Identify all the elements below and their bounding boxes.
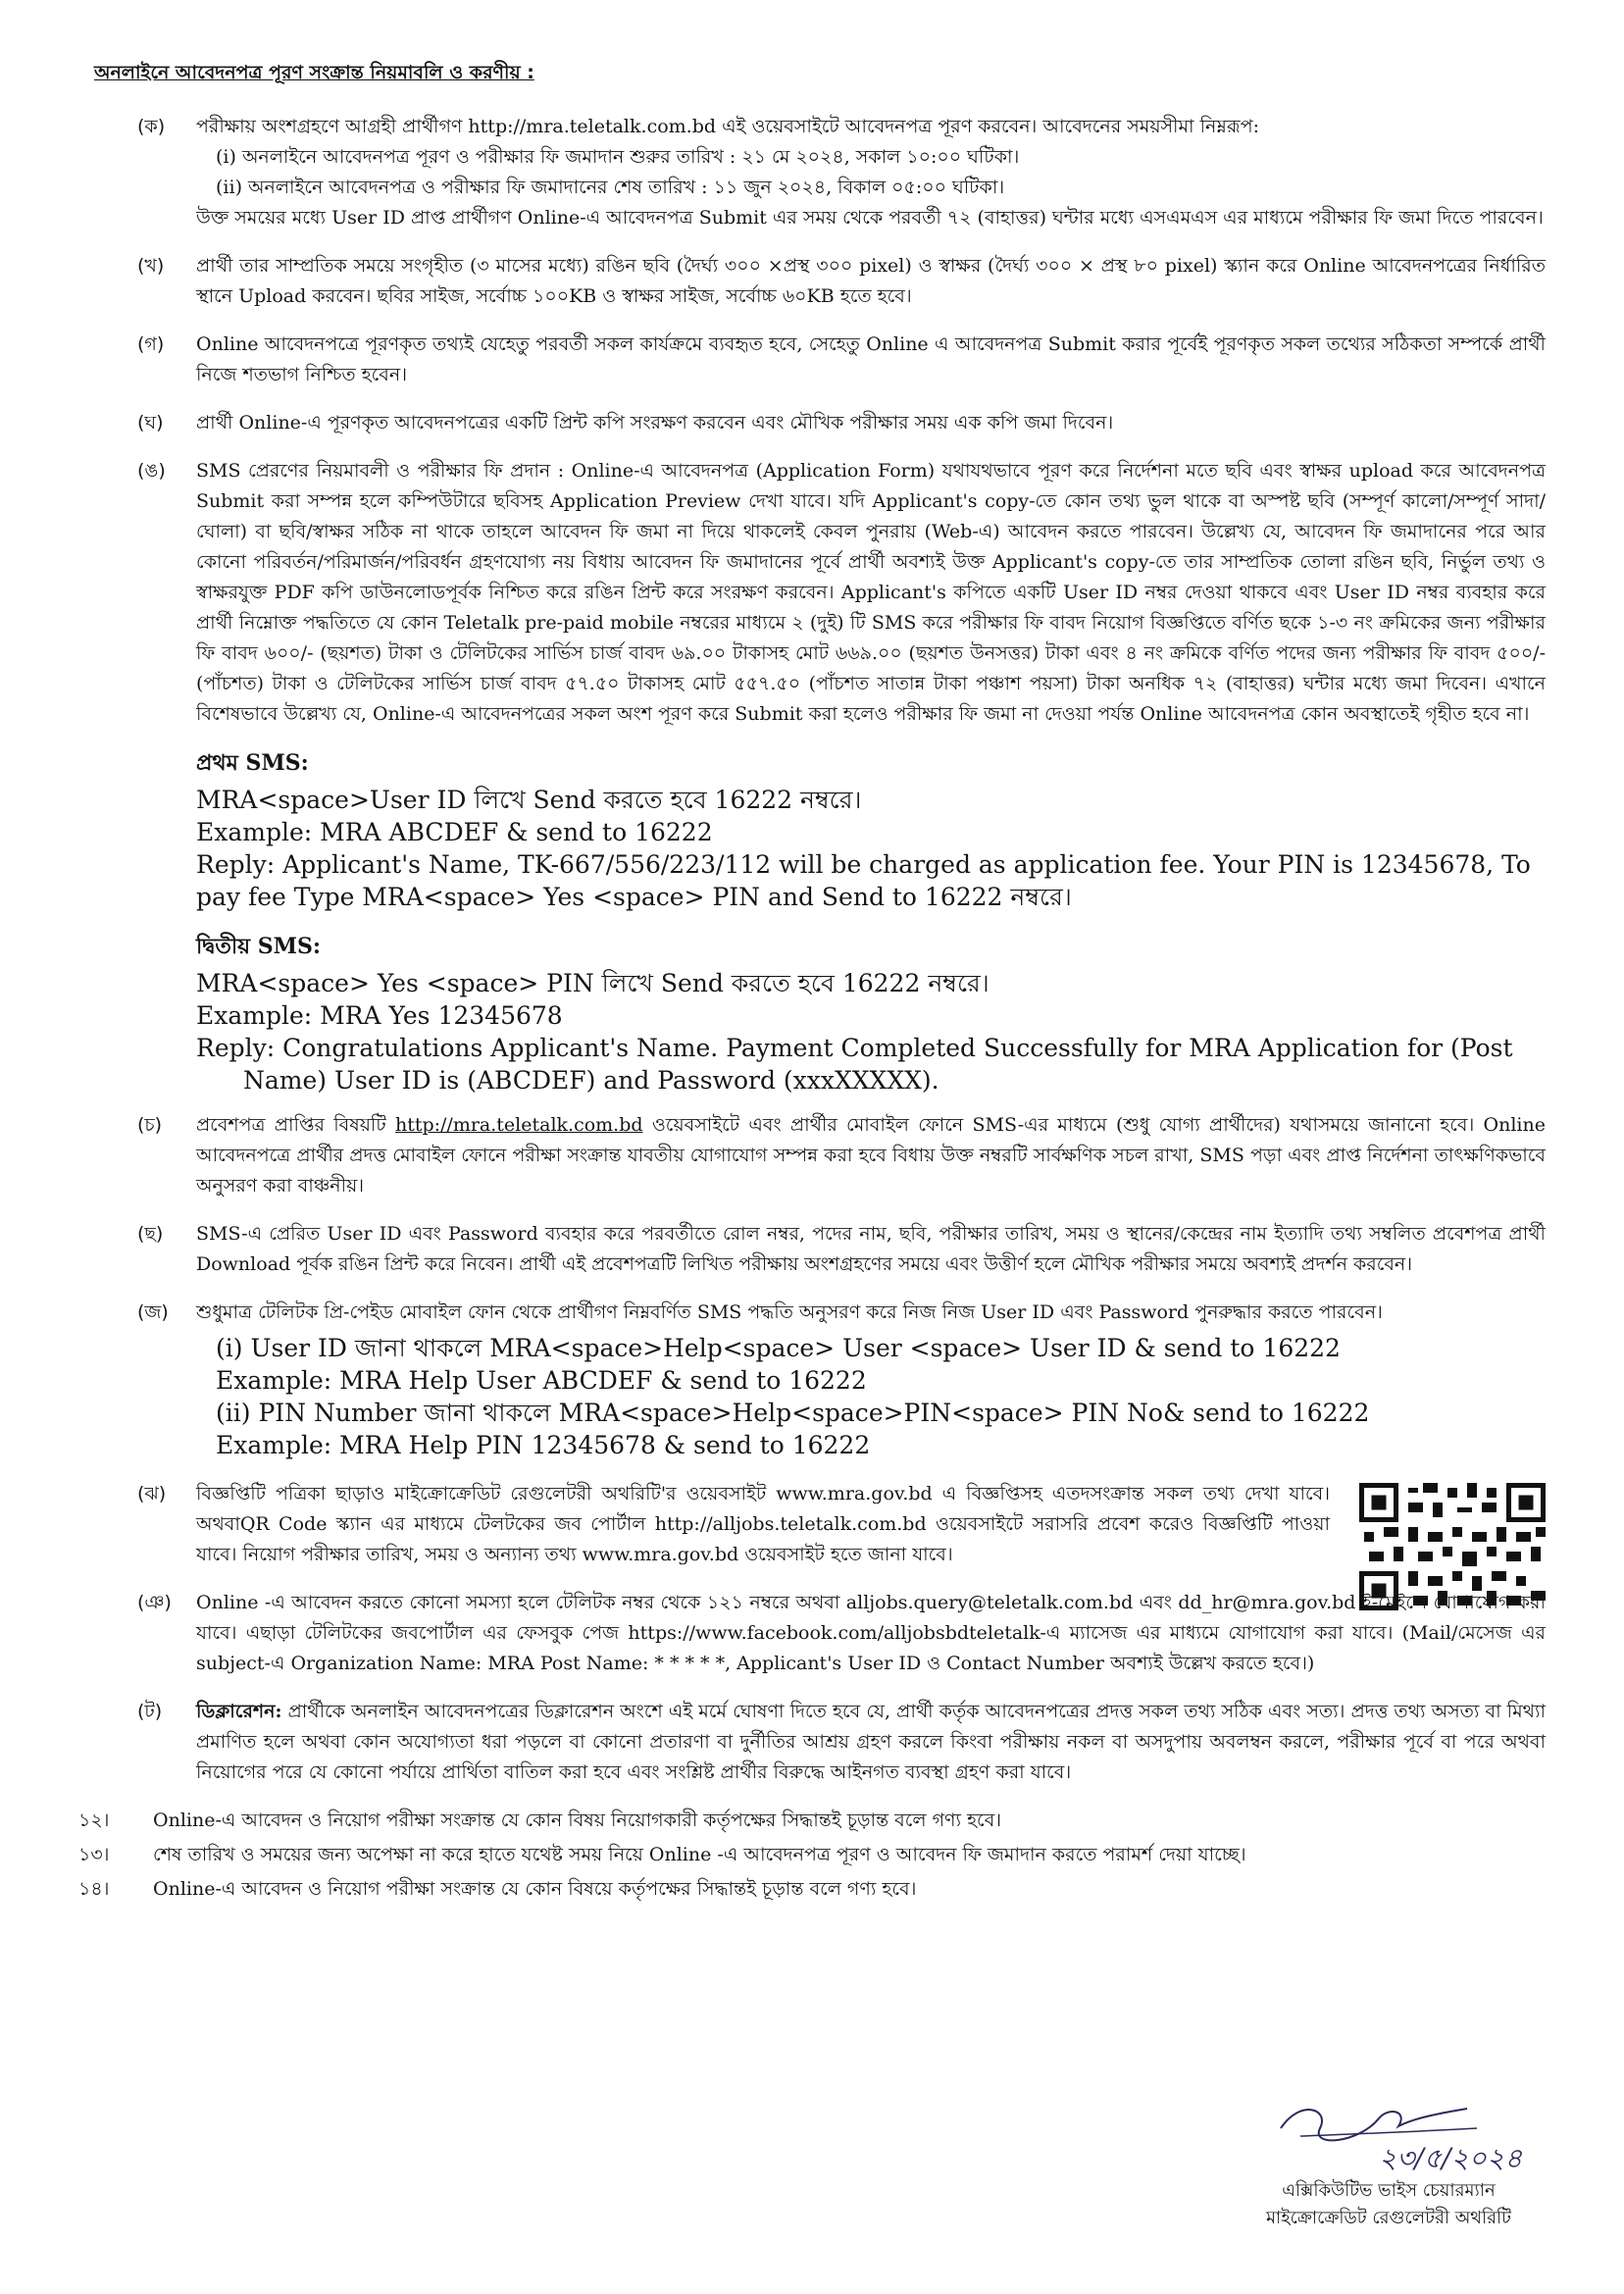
recovery-user-id-example: Example: MRA Help User ABCDEF & send to 16222	[216, 1366, 867, 1395]
item-text: শেষ তারিখ ও সময়ের জন্য অপেক্ষা না করে হাতে যথেষ্ট সময় নিয়ে Online -এ আবেদনপত্র পূরণ ও আবেদন ফি জমাদান করতে পরামর্শ দেয়া যাচ্ছে।	[153, 1844, 1246, 1865]
handwritten-signature	[1242, 2089, 1536, 2177]
first-sms-reply: Reply: Applicant's Name, TK-667/556/223/112 will be charged as application fee. Your PIN is 12345678, To pay fee Type MRA<space> Yes <space> PIN and Send to 16222 নম্বরে।	[196, 850, 1531, 911]
item-text	[196, 1110, 1546, 1201]
item-gha	[78, 408, 1546, 438]
item-marker: (ট)	[137, 1701, 163, 1722]
item-marker: (ছ)	[137, 1223, 164, 1245]
item-sub-1: (i) অনলাইনে আবেদনপত্র পূরণ ও পরীক্ষার ফি জমাদান শুরুর তারিখ : ২১ মে ২০২৪, সকাল ১০:০০ ঘটিকা।	[216, 146, 1020, 168]
item-text: Online আবেদনপত্রে পূরণকৃত তথ্যই যেহেতু পরবর্তী সকল কার্যক্রমে ব্যবহৃত হবে, সেহেতু Online এ আবেদনপত্র Submit করার পূর্বেই পূরণকৃত সকল তথ্যের সঠিকতা সম্পর্কে প্রার্থী নিজে শতভাগ নিশ্চিত হবেন।	[196, 333, 1546, 385]
item-marker: (ঘ)	[137, 412, 164, 433]
section-heading: অনলাইনে আবেদনপত্র পূরণ সংক্রান্ত নিয়মাবলি ও করণীয় :	[94, 62, 534, 83]
item-ta	[78, 1697, 1546, 1788]
item-marker: (ঞ)	[137, 1592, 172, 1613]
recovery-user-id: (i) User ID জানা থাকলে MRA<space>Help<space> User <space> User ID & send to 16222	[216, 1334, 1341, 1362]
numbered-item-14	[78, 1874, 1546, 1905]
item-text: প্রার্থী Online-এ পূরণকৃত আবেদনপত্রের একটি প্রিন্ট কপি সংরক্ষণ করবেন এবং মৌখিক পরীক্ষার সময় এক কপি জমা দিবেন।	[196, 412, 1114, 433]
item-uma	[78, 456, 1546, 730]
recovery-pin: (ii) PIN Number জানা থাকলে MRA<space>Help<space>PIN<space> PIN No& send to 16222	[216, 1399, 1370, 1427]
first-sms-block	[78, 747, 1546, 913]
item-chha	[78, 1219, 1546, 1280]
signature-block	[1232, 2089, 1546, 2232]
item-sub-3: উক্ত সময়ের মধ্যে User ID প্রাপ্ত প্রার্থীগণ Online-এ আবেদনপত্র Submit এর সময় থেকে পরবর্তী ৭২ (বাহাত্তর) ঘন্টার মধ্যে এসএমএস এর মাধ্যমে পরীক্ষার ফি জমা দিতে পারবেন।	[196, 207, 1544, 229]
declaration-label: ডিক্লারেশন:	[196, 1701, 282, 1722]
recovery-sms-block	[196, 1332, 1546, 1461]
admit-card-link[interactable]: http://mra.teletalk.com.bd	[394, 1114, 643, 1136]
item-kha	[78, 251, 1546, 312]
item-marker: (জ)	[137, 1301, 169, 1323]
item-marker: (গ)	[137, 333, 165, 355]
item-text: বিজ্ঞপ্তিটি পত্রিকা ছাড়াও মাইক্রোক্রেডিট রেগুলেটরী অথরিটি'র ওয়েবসাইট www.mra.gov.bd এ বিজ্ঞপ্তিসহ এতদসংক্রান্ত সকল তথ্য দেখা যাবে। অথবাQR Code স্ক্যান এর মাধ্যমে টেলটকের জব পোর্টাল http://alljobs.teletalk.com.bd ওয়েবসাইটে সরাসরি প্রবেশ করেও বিজ্ঞপ্তিটি পাওয়া যাবে। নিয়োগ পরীক্ষার তারিখ, সময় ও অন্যান্য তথ্য www.mra.gov.bd ওয়েবসাইট হতে জানা যাবে।	[196, 1483, 1330, 1565]
item-text	[196, 1697, 1546, 1788]
second-sms-title: দ্বিতীয় SMS:	[196, 934, 322, 959]
item-text-post: ওয়েবসাইটে এবং প্রার্থীর মোবাইল ফোনে SMS-এর মাধ্যমে (শুধু যোগ্য প্রার্থীদের) যথাসময়ে জানানো হবে। Online আবেদনপত্রে প্রার্থীর প্রদত্ত মোবাইল ফোনে পরীক্ষা সংক্রান্ত যাবতীয় যোগাযোগ সম্পন্ন করা হবে বিধায় উক্ত নম্বরটি সার্বক্ষণিক সচল রাখা, SMS পড়া এবং প্রাপ্ত নির্দেশনা তাৎক্ষণিকভাবে অনুসরণ করা বাঞ্চনীয়।	[196, 1114, 1546, 1197]
item-text: Online-এ আবেদন ও নিয়োগ পরীক্ষা সংক্রান্ত যে কোন বিষয়ে কর্তৃপক্ষের সিদ্ধান্তই চূড়ান্ত বলে গণ্য হবে।	[153, 1878, 917, 1900]
first-sms-title: প্রথম SMS:	[196, 750, 309, 776]
second-sms-reply: Reply: Congratulations Applicant's Name. Payment Completed Successfully for MRA Application for (Post Name) User ID is (ABCDEF) and Password (xxxXXXXX).	[196, 1034, 1513, 1095]
item-text: প্রার্থী তার সাম্প্রতিক সময়ে সংগৃহীত (৩ মাসের মধ্যে) রঙিন ছবি (দৈর্ঘ্য ৩০০ ×প্রস্থ ৩০০ pixel) ও স্বাক্ষর (দৈর্ঘ্য ৩০০ × প্রস্থ ৮০ pixel) স্ক্যান করে Online আবেদনপত্রের নির্ধারিত স্থানে Upload করবেন। ছবির সাইজ, সর্বোচ্চ ১০০KB ও স্বাক্ষর সাইজ, সর্বোচ্চ ৬০KB হতে হবে।	[196, 255, 1546, 307]
first-sms-format: MRA<space>User ID লিখে Send করতে হবে 16222 নম্বরে।	[196, 786, 862, 814]
item-text: Online -এ আবেদন করতে কোনো সমস্যা হলে টেলিটক নম্বর থেকে ১২১ নম্বরে অথবা alljobs.query@teletalk.com.bd এবং dd_hr@mra.gov.bd ই-মেইলে যোগাযোগ করা যাবে। এছাড়া টেলিটকের জবপোর্টাল এর ফেসবুক পেজ https://www.facebook.com/alljobsbdteletalk-এ ম্যাসেজ এর মাধ্যমে যোগাযোগ করা যাবে। (Mail/মেসেজ এর subject-এ Organization Name: MRA Post Name: * * * * *, Applicant's User ID ও Contact Number অবশ্যই উল্লেখ করতে হবে।)	[196, 1592, 1546, 1674]
item-text: পরীক্ষায় অংশগ্রহণে আগ্রহী প্রার্থীগণ http://mra.teletalk.com.bd এই ওয়েবসাইটে আবেদনপত্র পূরণ করবেন। আবেদনের সময়সীমা নিম্নরূপ:	[196, 116, 1260, 137]
item-text: Online-এ আবেদন ও নিয়োগ পরীক্ষা সংক্রান্ত যে কোন বিষয় নিয়োগকারী কর্তৃপক্ষের সিদ্ধান্তই চূড়ান্ত বলে গণ্য হবে।	[153, 1810, 1002, 1831]
declaration-text: প্রার্থীকে অনলাইন আবেদনপত্রের ডিক্লারেশন অংশে এই মর্মে ঘোষণা দিতে হবে যে, প্রার্থী কর্তৃক আবেদনপত্রের প্রদত্ত সকল তথ্য সঠিক এবং সত্য। প্রদত্ত তথ্য অসত্য বা মিথ্যা প্রমাণিত হলে অথবা কোন অযোগ্যতা ধরা পড়লে বা কোনো প্রতারণা বা দুর্নীতির আশ্রয় গ্রহণ করলে কিংবা পরীক্ষায় নকল বা অসদুপায় অবলম্বন করলে, পরীক্ষার পূর্বে বা পরে অথবা নিয়োগের পরে যে কোনো পর্যায়ে প্রার্থিতা বাতিল করা হবে এবং সংশ্লিষ্ট প্রার্থীর বিরুদ্ধে আইনগত ব্যবস্থা গ্রহণ করা যাবে।	[196, 1701, 1546, 1783]
item-text: SMS-এ প্রেরিত User ID এবং Password ব্যবহার করে পরবর্তীতে রোল নম্বর, পদের নাম, ছবি, পরীক্ষার তারিখ, সময় ও স্থানের/কেন্দ্রের নাম ইত্যাদি তথ্য সম্বলিত প্রবেশপত্র প্রার্থী Download পূর্বক রঙিন প্রিন্ট করে নিবেন। প্রার্থী এই প্রবেশপত্রটি লিখিত পরীক্ষায় অংশগ্রহণের সময়ে এবং উত্তীর্ণ হলে মৌখিক পরীক্ষার সময়ে অবশ্যই প্রদর্শন করবেন।	[196, 1223, 1546, 1275]
recovery-pin-example: Example: MRA Help PIN 12345678 & send to 16222	[216, 1431, 871, 1459]
item-marker: (ঝ)	[137, 1483, 167, 1504]
item-cha	[78, 1110, 1546, 1201]
item-text: শুধুমাত্র টেলিটক প্রি-পেইড মোবাইল ফোন থেকে প্রার্থীগণ নিম্নবর্ণিত SMS পদ্ধতি অনুসরণ করে নিজ নিজ User ID এবং Password পুনরুদ্ধার করতে পারবেন।	[196, 1301, 1383, 1323]
item-marker: ১২।	[78, 1810, 110, 1831]
second-sms-format: MRA<space> Yes <space> PIN লিখে Send করতে হবে 16222 নম্বরে।	[196, 969, 990, 997]
item-jha	[78, 1479, 1546, 1570]
second-sms-block	[78, 931, 1546, 1096]
item-marker: (ঙ)	[137, 460, 166, 482]
signatory-title: এক্সিকিউটিভ ভাইস চেয়ারম্যান	[1282, 2180, 1496, 2201]
item-ja	[78, 1298, 1546, 1461]
item-marker: ১৩।	[78, 1844, 110, 1865]
numbered-item-12	[78, 1806, 1546, 1836]
item-marker: ১৪।	[78, 1878, 110, 1900]
item-text: SMS প্রেরণের নিয়মাবলী ও পরীক্ষার ফি প্রদান : Online-এ আবেদনপত্র (Application Form) যথাযথভাবে পূরণ করে নির্দেশনা মতে ছবি এবং স্বাক্ষর upload করে আবেদনপত্র Submit করা সম্পন্ন হলে কম্পিউটারে ছবিসহ Application Preview দেখা যাবে। যদি Applicant's copy-তে কোন তথ্য ভুল থাকে বা অস্পষ্ট ছবি (সম্পূর্ণ কালো/সম্পূর্ণ সাদা/ঘোলা) বা ছবি/স্বাক্ষর সঠিক না থাকে তাহলে আবেদন ফি জমা না দিয়ে থাকলেই কেবল পুনরায় (Web-এ) আবেদন করতে পারবেন। উল্লেখ্য যে, আবেদন ফি জমাদানের পরে আর কোনো পরিবর্তন/পরিমার্জন/পরিবর্ধন গ্রহণযোগ্য নয় বিধায় আবেদন ফি জমাদানের পূর্বে প্রার্থী অবশ্যই উক্ত Applicant's copy-তে তার সাম্প্রতিক তোলা রঙিন ছবি, নির্ভুল তথ্য ও স্বাক্ষরযুক্ত PDF কপি ডাউনলোডপূর্বক নিশ্চিত করে রঙিন প্রিন্ট করে সংরক্ষণ করবেন। Applicant's কপিতে একটি User ID নম্বর দেওয়া থাকবে এবং User ID নম্বর ব্যবহার করে প্রার্থী নিম্নোক্ত পদ্ধতিতে যে কোন Teletalk pre-paid mobile নম্বরের মাধ্যমে ২ (দুই) টি SMS করে পরীক্ষার ফি বাবদ নিয়োগ বিজ্ঞপ্তিতে বর্ণিত ছকে ১-৩ নং ক্রমিকের জন্য পরীক্ষার ফি বাবদ ৬০০/- (ছয়শত) টাকা ও টেলিটকের সার্ভিস চার্জ বাবদ ৬৯.০০ টাকাসহ মোট ৬৬৯.০০ (ছয়শত উনসত্তর) টাকা এবং ৪ নং ক্রমিকে বর্ণিত পদের জন্য পরীক্ষার ফি বাবদ ৫০০/- (পাঁচশত) টাকা ও টেলিটকের সার্ভিস চার্জ বাবদ ৫৭.৫০ টাকাসহ মোট ৫৫৭.৫০ (পাঁচশত সাতান্ন টাকা পঞ্চাশ পয়সা) টাকা অনধিক ৭২ (বাহাত্তর) ঘন্টার মধ্যে জমা দিবেন। এখানে বিশেষভাবে উল্লেখ্য যে, Online-এ আবেদনপত্রের সকল অংশ পূরণ করে Submit করা হলেও পরীক্ষার ফি জমা না দেওয়া পর্যন্ত Online আবেদনপত্র কোন অবস্থাতেই গৃহীত হবে না।	[196, 460, 1546, 725]
numbered-item-13	[78, 1840, 1546, 1870]
item-text-pre: প্রবেশপত্র প্রাপ্তির বিষয়টি	[196, 1114, 395, 1136]
item-ga	[78, 330, 1546, 390]
item-marker: (ক)	[137, 116, 166, 137]
item-sub-2: (ii) অনলাইনে আবেদনপত্র ও পরীক্ষার ফি জমাদানের শেষ তারিখ : ১১ জুন ২০২৪, বিকাল ০৫:০০ ঘটিকা।	[216, 177, 1005, 198]
second-sms-example: Example: MRA Yes 12345678	[196, 1001, 563, 1030]
item-ka	[78, 112, 1546, 233]
signature-date: ২৩/৫/২০২৪	[1379, 2142, 1523, 2174]
signatory-organization: মাইক্রোক্রেডিট রেগুলেটরী অথরিটি	[1266, 2208, 1511, 2228]
first-sms-example: Example: MRA ABCDEF & send to 16222	[196, 818, 713, 846]
item-marker: (খ)	[137, 255, 165, 277]
item-nya	[78, 1588, 1546, 1679]
item-marker: (চ)	[137, 1114, 163, 1136]
